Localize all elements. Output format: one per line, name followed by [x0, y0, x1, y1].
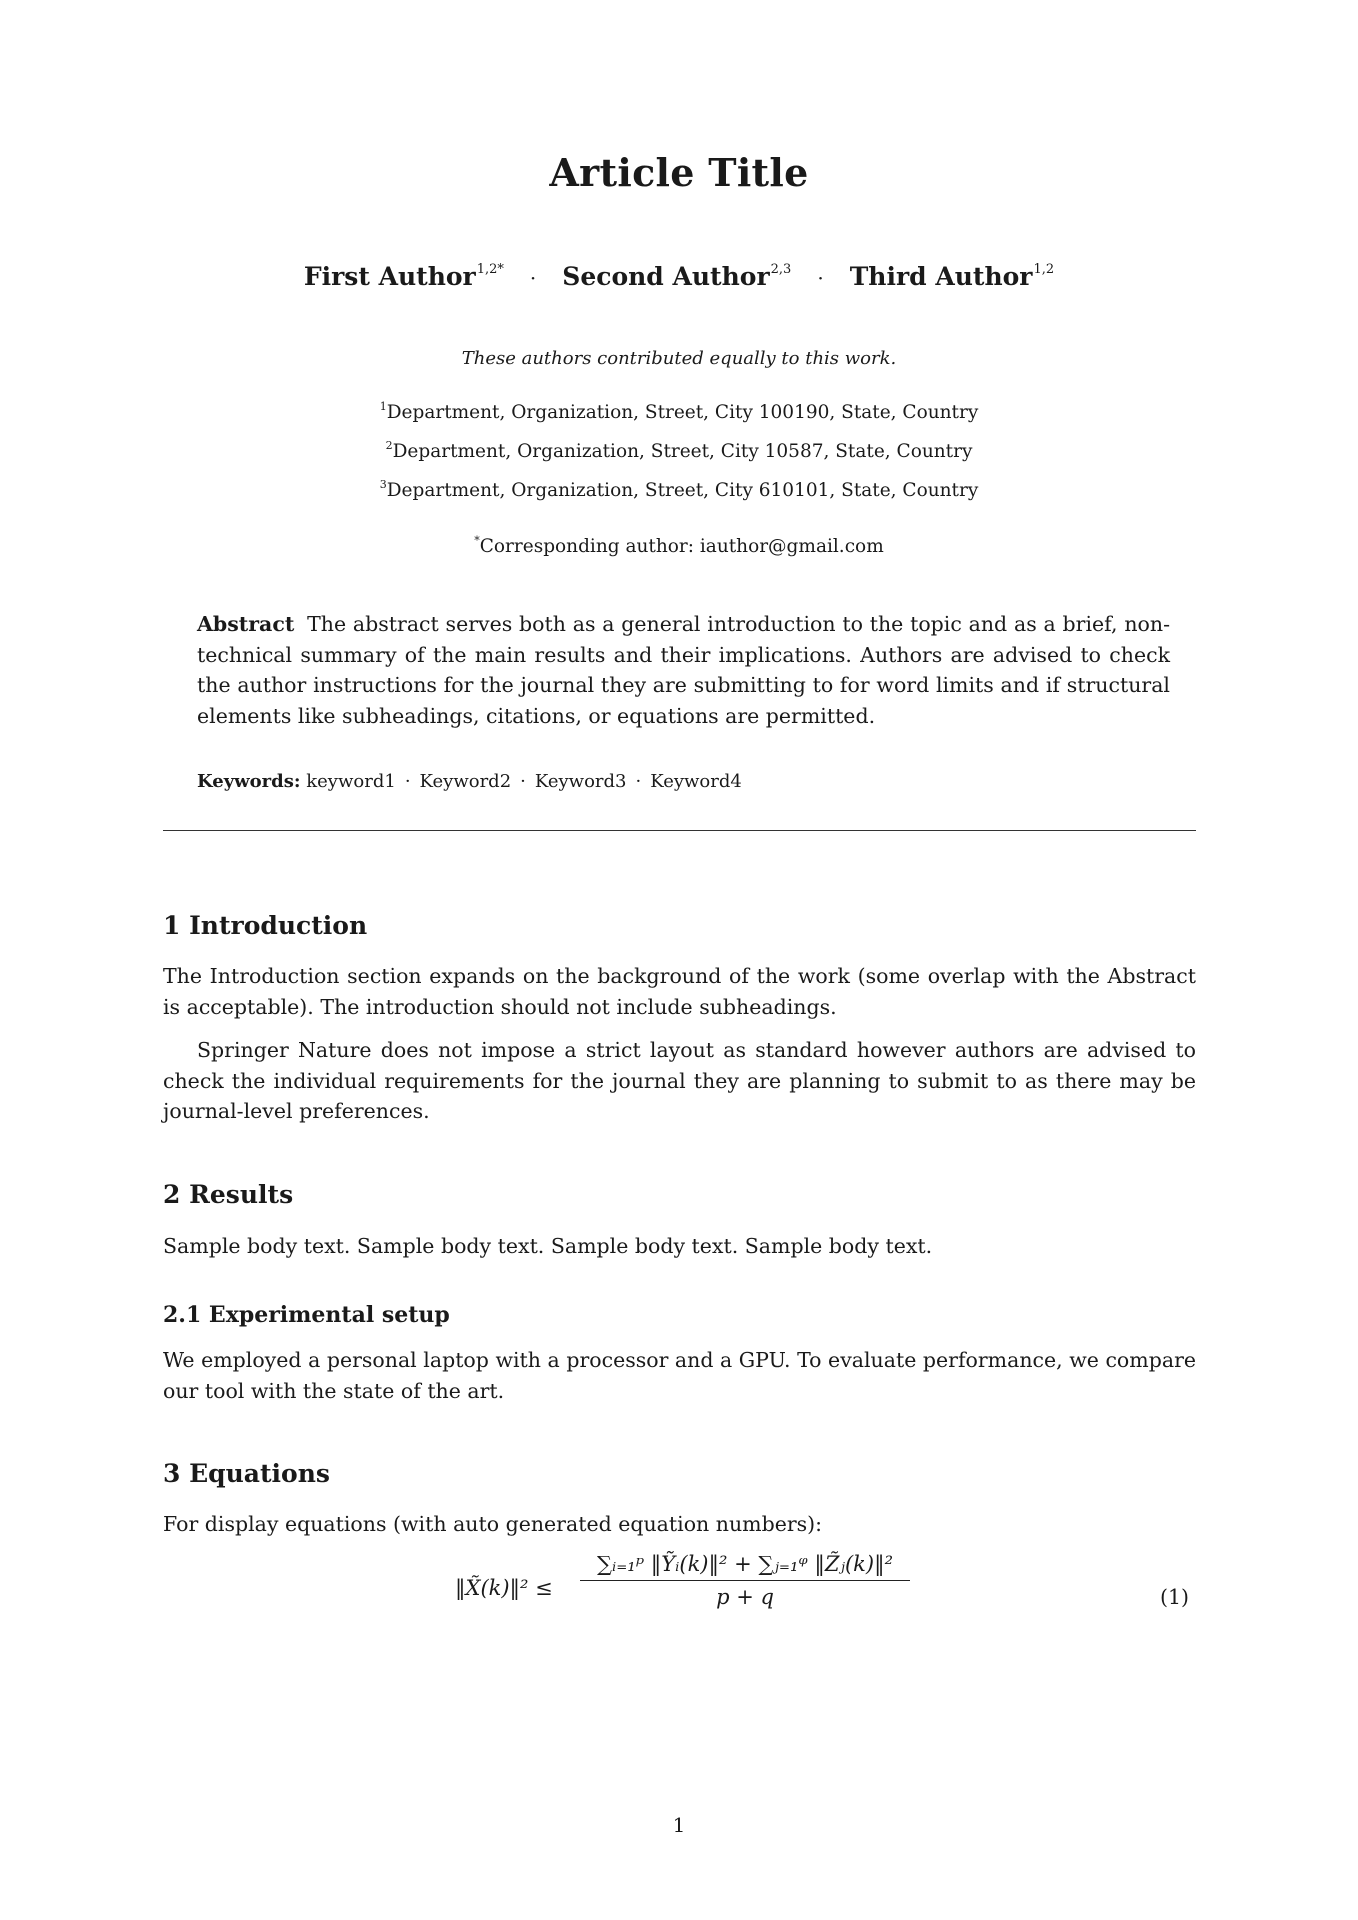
affiliation-1 — [0, 400, 1358, 423]
keyword-separator: · — [635, 771, 642, 792]
keyword: keyword1 — [306, 771, 396, 792]
affiliation-text: Department, Organization, Street, City 610101, State, Country — [386, 480, 979, 501]
author-2 — [562, 262, 791, 291]
header-divider — [163, 830, 1196, 831]
keyword: Keyword3 — [534, 771, 627, 792]
equation-fraction — [580, 1552, 910, 1609]
keywords — [197, 771, 742, 792]
affiliation-mark: 1 — [379, 400, 387, 413]
affiliation-text: Department, Organization, Street, City 100190, State, Country — [386, 402, 979, 423]
corresponding-text: Corresponding author: iauthor@gmail.com — [479, 536, 884, 557]
author-3 — [850, 262, 1054, 291]
page-number: 1 — [672, 1813, 686, 1837]
equation-numerator: ∑ᵢ₌₁ᵖ ‖Ỹᵢ(k)‖² + ∑ⱼ₌₁ᵠ ‖Z̃ⱼ(k)‖² — [580, 1552, 910, 1581]
author-affiliation-marks: 1,2 — [1033, 262, 1055, 277]
author-name: Third Author — [849, 262, 1033, 291]
keyword: Keyword4 — [650, 771, 742, 792]
corresponding-author — [0, 534, 1358, 557]
author-separator: · — [529, 266, 537, 290]
section-heading-equations: 3 Equations — [163, 1459, 330, 1488]
affiliation-text: Department, Organization, Street, City 10587, State, Country — [392, 441, 973, 462]
paragraph: We employed a personal laptop with a processor and a GPU. To evaluate performance, we compare our tool with the state of the art. — [163, 1348, 1196, 1403]
affiliation-mark: 3 — [379, 478, 387, 491]
affiliation-2 — [0, 439, 1358, 462]
keywords-label: Keywords: — [197, 771, 301, 792]
paragraph: Springer Nature does not impose a strict layout as standard however authors are advised to check the individual requirements for the journal they are planning to submit to as there may be journal-level preferences. — [163, 1038, 1196, 1123]
affiliation-3 — [0, 478, 1358, 501]
section-heading-introduction: 1 Introduction — [163, 911, 368, 940]
equation-number: (1) — [1160, 1585, 1190, 1609]
abstract-label: Abstract — [197, 612, 295, 636]
author-name: First Author — [303, 262, 476, 291]
equation-lhs: ‖X̃(k)‖² ≤ — [455, 1576, 553, 1600]
display-equation — [455, 1552, 915, 1632]
author-list — [0, 262, 1358, 291]
corresponding-mark: * — [474, 534, 480, 547]
author-separator: · — [817, 266, 824, 290]
article-title: Article Title — [549, 150, 809, 195]
abstract — [197, 609, 1170, 731]
paragraph: For display equations (with auto generated equation numbers): — [163, 1512, 823, 1536]
affiliation-mark: 2 — [385, 439, 393, 452]
subsection-heading-experimental-setup: 2.1 Experimental setup — [163, 1302, 450, 1328]
paragraph: The Introduction section expands on the background of the work (some overlap with the Abstract is acceptable). The introduction should not include subheadings. — [163, 964, 1196, 1019]
author-1 — [304, 262, 504, 291]
equal-contribution-note: These authors contributed equally to this work. — [461, 348, 897, 369]
author-affiliation-marks: 1,2* — [476, 262, 504, 277]
author-affiliation-marks: 2,3 — [770, 262, 792, 277]
keyword: Keyword2 — [419, 771, 512, 792]
author-name: Second Author — [562, 262, 770, 291]
keyword-separator: · — [404, 771, 411, 792]
abstract-text: The abstract serves both as a general introduction to the topic and as a brief, non-technical summary of the main results and their implications. Authors are advised to check the author instructions for the journal they are submitting to for word limits and if structural elements like subheadings, citations, or equations are permitted. — [197, 612, 1170, 728]
equation-denominator: p + q — [716, 1585, 774, 1609]
section-heading-results: 2 Results — [163, 1180, 294, 1209]
paragraph: Sample body text. Sample body text. Sample body text. Sample body text. — [163, 1234, 933, 1258]
keyword-separator: · — [520, 771, 526, 792]
